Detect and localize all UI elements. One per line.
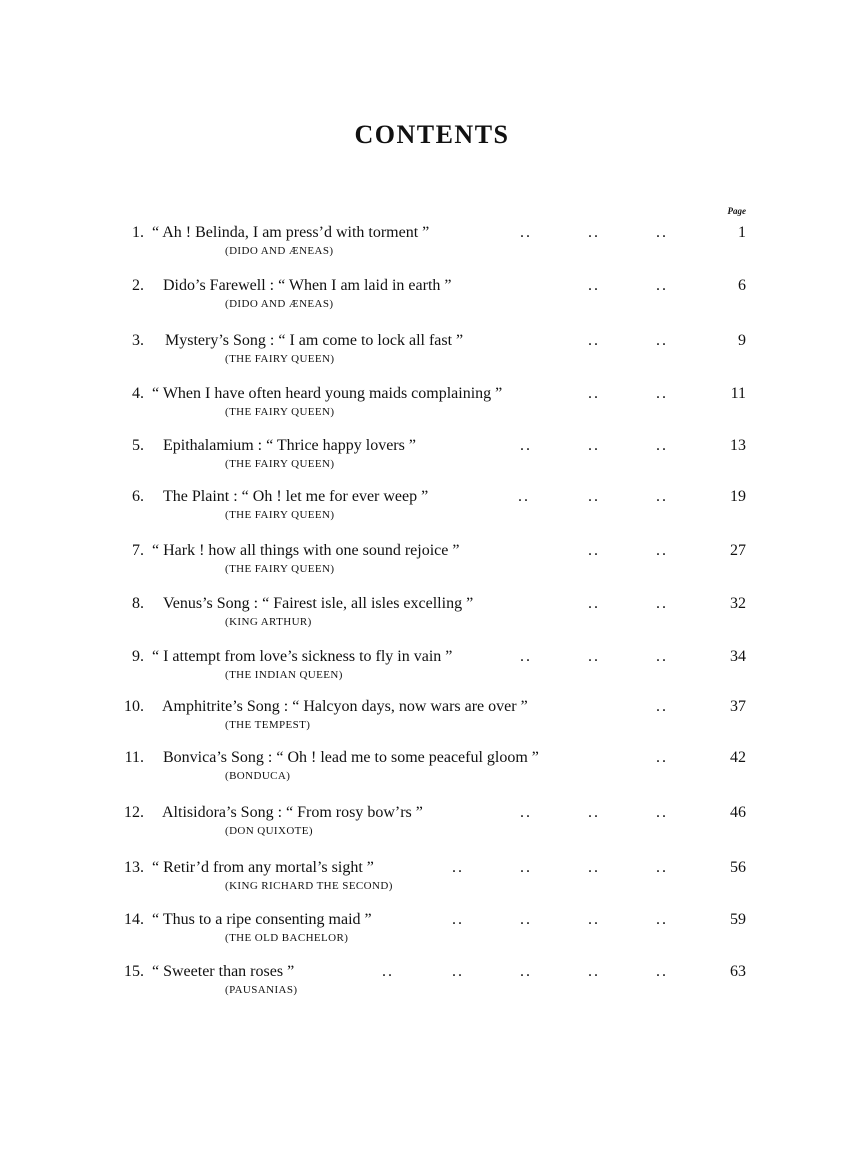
dot-leader: ..	[588, 804, 600, 821]
entry-page-number: 37	[730, 698, 746, 715]
dot-leader: ..	[588, 437, 600, 454]
entry-song-title: Altisidora’s Song : “ From rosy bow’rs ”	[162, 804, 423, 821]
dot-leader: ..	[382, 963, 394, 980]
dot-leader: ..	[520, 648, 532, 665]
entry-number: 1.	[132, 224, 144, 241]
entry-page-number: 63	[730, 963, 746, 980]
dot-leader: ..	[656, 911, 668, 928]
entry-work-title: (BONDUCA)	[225, 770, 291, 782]
toc-entry	[0, 859, 864, 909]
page-column-label: Page	[727, 206, 746, 216]
entry-number: 9.	[132, 648, 144, 665]
entry-song-title: “ I attempt from love’s sickness to fly in vain ”	[152, 648, 453, 665]
entry-page-number: 59	[730, 911, 746, 928]
entry-work-title: (DON QUIXOTE)	[225, 825, 313, 837]
dot-leader: ..	[452, 963, 464, 980]
page-title: CONTENTS	[354, 120, 510, 149]
entry-song-title: Mystery’s Song : “ I am come to lock all fast ”	[165, 332, 464, 349]
dot-leader: ..	[656, 542, 668, 559]
entry-work-title: (KING RICHARD THE SECOND)	[225, 880, 393, 892]
dot-leader: ..	[588, 595, 600, 612]
toc-entry	[0, 542, 864, 592]
entry-work-title: (THE FAIRY QUEEN)	[225, 563, 335, 575]
toc-entry	[0, 804, 864, 854]
dot-leader: ..	[588, 488, 600, 505]
dot-leader: ..	[656, 804, 668, 821]
entry-page-number: 32	[730, 595, 746, 612]
dot-leader: ..	[452, 911, 464, 928]
entry-number: 5.	[132, 437, 144, 454]
entry-work-title: (KING ARTHUR)	[225, 616, 312, 628]
entry-page-number: 6	[738, 277, 746, 294]
entry-number: 3.	[132, 332, 144, 349]
entry-page-number: 9	[738, 332, 746, 349]
toc-entry	[0, 224, 864, 274]
entry-number: 7.	[132, 542, 144, 559]
dot-leader: ..	[588, 648, 600, 665]
toc-entry	[0, 595, 864, 645]
dot-leader: ..	[518, 488, 530, 505]
entry-song-title: “ Ah ! Belinda, I am press’d with torment ”	[152, 224, 430, 241]
dot-leader: ..	[588, 277, 600, 294]
toc-entry	[0, 648, 864, 698]
entry-page-number: 42	[730, 749, 746, 766]
entry-number: 13.	[124, 859, 144, 876]
toc-entry	[0, 332, 864, 382]
entry-page-number: 27	[730, 542, 746, 559]
toc-entry	[0, 277, 864, 327]
entry-song-title: The Plaint : “ Oh ! let me for ever weep ”	[163, 488, 429, 505]
toc-entry	[0, 963, 864, 1013]
dot-leader: ..	[588, 332, 600, 349]
entry-page-number: 19	[730, 488, 746, 505]
entry-number: 2.	[132, 277, 144, 294]
entry-song-title: “ Sweeter than roses ”	[152, 963, 295, 980]
toc-entry	[0, 749, 864, 799]
entry-number: 4.	[132, 385, 144, 402]
entry-number: 11.	[124, 749, 144, 766]
entry-work-title: (THE FAIRY QUEEN)	[225, 406, 335, 418]
entry-work-title: (THE FAIRY QUEEN)	[225, 353, 335, 365]
entry-number: 12.	[124, 804, 144, 821]
toc-entry	[0, 385, 864, 435]
entry-song-title: “ Retir’d from any mortal’s sight ”	[152, 859, 374, 876]
toc-entry	[0, 437, 864, 487]
dot-leader: ..	[588, 542, 600, 559]
dot-leader: ..	[520, 804, 532, 821]
entry-page-number: 34	[730, 648, 746, 665]
entry-work-title: (THE OLD BACHELOR)	[225, 932, 349, 944]
entry-work-title: (PAUSANIAS)	[225, 984, 298, 996]
entry-work-title: (THE TEMPEST)	[225, 719, 311, 731]
entry-work-title: (THE INDIAN QUEEN)	[225, 669, 343, 681]
entry-song-title: “ Thus to a ripe consenting maid ”	[152, 911, 372, 928]
dot-leader: ..	[656, 277, 668, 294]
toc-entry	[0, 698, 864, 748]
entry-song-title: Amphitrite’s Song : “ Halcyon days, now wars are over ”	[162, 698, 528, 715]
dot-leader: ..	[656, 595, 668, 612]
dot-leader: ..	[656, 698, 668, 715]
dot-leader: ..	[520, 437, 532, 454]
entry-song-title: Bonvica’s Song : “ Oh ! lead me to some peaceful gloom ”	[163, 749, 539, 766]
entry-number: 15.	[124, 963, 144, 980]
dot-leader: ..	[520, 963, 532, 980]
dot-leader: ..	[588, 385, 600, 402]
entry-work-title: (DIDO AND ÆNEAS)	[225, 245, 334, 257]
entry-number: 14.	[124, 911, 144, 928]
entry-song-title: Venus’s Song : “ Fairest isle, all isles excelling ”	[163, 595, 474, 612]
entry-song-title: Epithalamium : “ Thrice happy lovers ”	[163, 437, 416, 454]
dot-leader: ..	[588, 224, 600, 241]
dot-leader: ..	[656, 749, 668, 766]
dot-leader: ..	[656, 648, 668, 665]
entry-number: 10.	[124, 698, 144, 715]
entry-page-number: 13	[730, 437, 746, 454]
entry-page-number: 56	[730, 859, 746, 876]
entry-song-title: “ Hark ! how all things with one sound rejoice ”	[152, 542, 460, 559]
toc-entry	[0, 488, 864, 538]
dot-leader: ..	[588, 911, 600, 928]
dot-leader: ..	[656, 488, 668, 505]
toc-entry	[0, 911, 864, 961]
dot-leader: ..	[452, 859, 464, 876]
dot-leader: ..	[588, 963, 600, 980]
dot-leader: ..	[520, 859, 532, 876]
entry-work-title: (THE FAIRY QUEEN)	[225, 458, 335, 470]
entry-number: 8.	[132, 595, 144, 612]
entry-page-number: 11	[730, 385, 746, 402]
dot-leader: ..	[656, 385, 668, 402]
entry-page-number: 46	[730, 804, 746, 821]
dot-leader: ..	[520, 911, 532, 928]
entry-song-title: Dido’s Farewell : “ When I am laid in earth ”	[163, 277, 452, 294]
dot-leader: ..	[520, 224, 532, 241]
dot-leader: ..	[656, 963, 668, 980]
dot-leader: ..	[656, 859, 668, 876]
entry-page-number: 1	[738, 224, 746, 241]
entry-work-title: (DIDO AND ÆNEAS)	[225, 298, 334, 310]
dot-leader: ..	[656, 437, 668, 454]
entry-number: 6.	[132, 488, 144, 505]
dot-leader: ..	[656, 224, 668, 241]
entry-work-title: (THE FAIRY QUEEN)	[225, 509, 335, 521]
entry-song-title: “ When I have often heard young maids complaining ”	[152, 385, 503, 402]
dot-leader: ..	[588, 859, 600, 876]
dot-leader: ..	[656, 332, 668, 349]
